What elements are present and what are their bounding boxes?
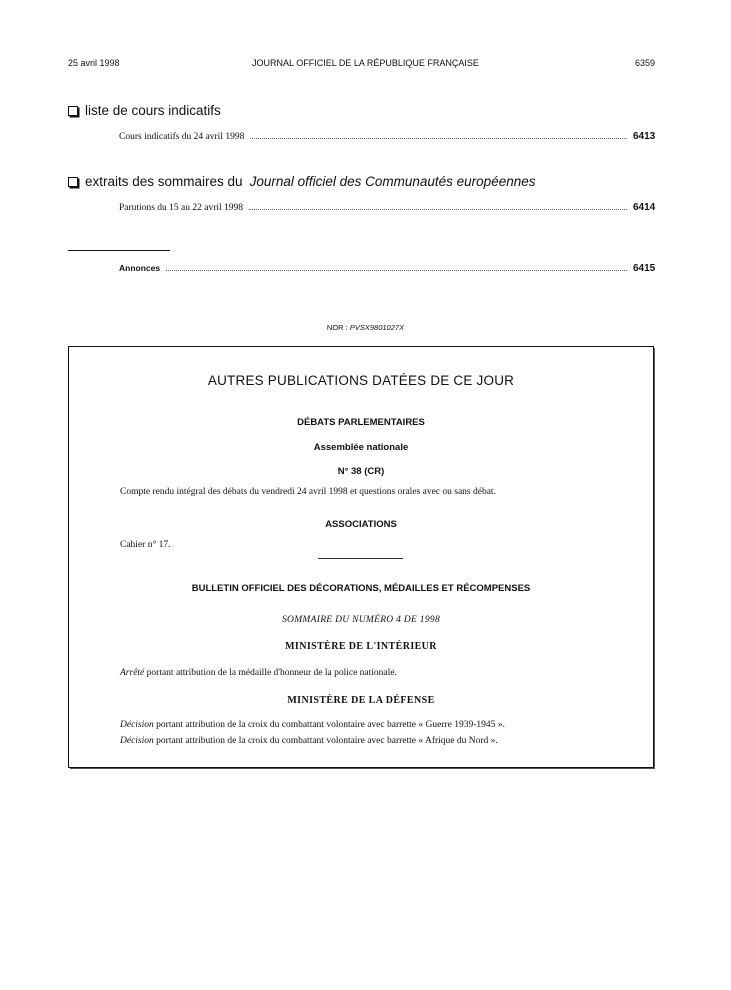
associations-heading: ASSOCIATIONS bbox=[325, 519, 397, 530]
section-title-italic: Journal officiel des Communautés européennes bbox=[249, 174, 536, 189]
debats-text: Compte rendu intégral des débats du vendredi 24 avril 1998 et questions orales avec ou sans débat. bbox=[120, 487, 496, 497]
bulletin-heading: BULLETIN OFFICIEL DES DÉCORATIONS, MÉDAILLES ET RÉCOMPENSES bbox=[191, 583, 531, 594]
item-italic: Arrêté bbox=[120, 668, 145, 678]
toc-entry-page: 6414 bbox=[633, 202, 656, 213]
toc-entry-cours[interactable] bbox=[119, 130, 655, 142]
toc-entry-page: 6413 bbox=[633, 131, 656, 142]
toc-entry-label: Parutions du 15 au 22 avril 1998 bbox=[119, 203, 244, 213]
section-title-cours bbox=[68, 103, 221, 118]
item-italic: Décision bbox=[120, 736, 154, 746]
section-title-text: liste de cours indicatifs bbox=[85, 103, 221, 118]
nor-code: PVSX9801027X bbox=[349, 323, 405, 332]
separator-rule bbox=[68, 250, 170, 251]
page-number: 6359 bbox=[634, 58, 655, 68]
interieur-heading: MINISTÈRE DE L'INTÉRIEUR bbox=[285, 641, 437, 652]
toc-entry-page: 6415 bbox=[633, 263, 656, 274]
debats-subheading: Assemblée nationale bbox=[313, 442, 409, 453]
journal-title: JOURNAL OFFICIEL DE LA RÉPUBLIQUE FRANÇAISE bbox=[252, 58, 479, 68]
item-text: portant attribution de la médaille d'honneur de la police nationale. bbox=[146, 668, 397, 678]
section-title-prefix: extraits des sommaires du bbox=[85, 174, 243, 189]
debats-number: N° 38 (CR) bbox=[337, 466, 385, 477]
defense-item bbox=[120, 736, 498, 746]
toc-entry-label: Annonces bbox=[119, 263, 161, 273]
defense-item bbox=[120, 720, 505, 730]
item-text: portant attribution de la croix du combattant volontaire avec barrette « Afrique du Nord ». bbox=[156, 736, 498, 746]
frame-shadow-right bbox=[654, 348, 655, 769]
toc-entry-annonces[interactable] bbox=[119, 262, 655, 274]
item-italic: Décision bbox=[120, 720, 154, 730]
item-text: portant attribution de la croix du combattant volontaire avec barrette « Guerre 1939-1945 ». bbox=[156, 720, 505, 730]
frame-shadow-bottom bbox=[70, 768, 655, 769]
nor-reference bbox=[0, 323, 731, 332]
associations-text: Cahier n° 17. bbox=[120, 540, 171, 550]
checkbox-icon bbox=[68, 177, 78, 187]
toc-entry-parutions[interactable] bbox=[119, 201, 655, 213]
bulletin-sommaire: SOMMAIRE DU NUMÉRO 4 DE 1998 bbox=[282, 615, 440, 625]
checkbox-icon bbox=[68, 106, 78, 116]
defense-heading: MINISTÈRE DE LA DÉFENSE bbox=[287, 695, 435, 706]
header-date: 25 avril 1998 bbox=[68, 58, 120, 68]
publications-title: AUTRES PUBLICATIONS DATÉES DE CE JOUR bbox=[207, 373, 515, 388]
debats-heading: DÉBATS PARLEMENTAIRES bbox=[297, 417, 425, 428]
separator-rule bbox=[318, 558, 403, 559]
interieur-item bbox=[120, 668, 397, 678]
nor-prefix: NOR : bbox=[326, 323, 348, 332]
section-title-extraits bbox=[68, 174, 535, 189]
leader-dots bbox=[249, 201, 627, 210]
leader-dots bbox=[250, 130, 627, 139]
leader-dots bbox=[166, 262, 627, 271]
toc-entry-label: Cours indicatifs du 24 avril 1998 bbox=[119, 132, 245, 142]
